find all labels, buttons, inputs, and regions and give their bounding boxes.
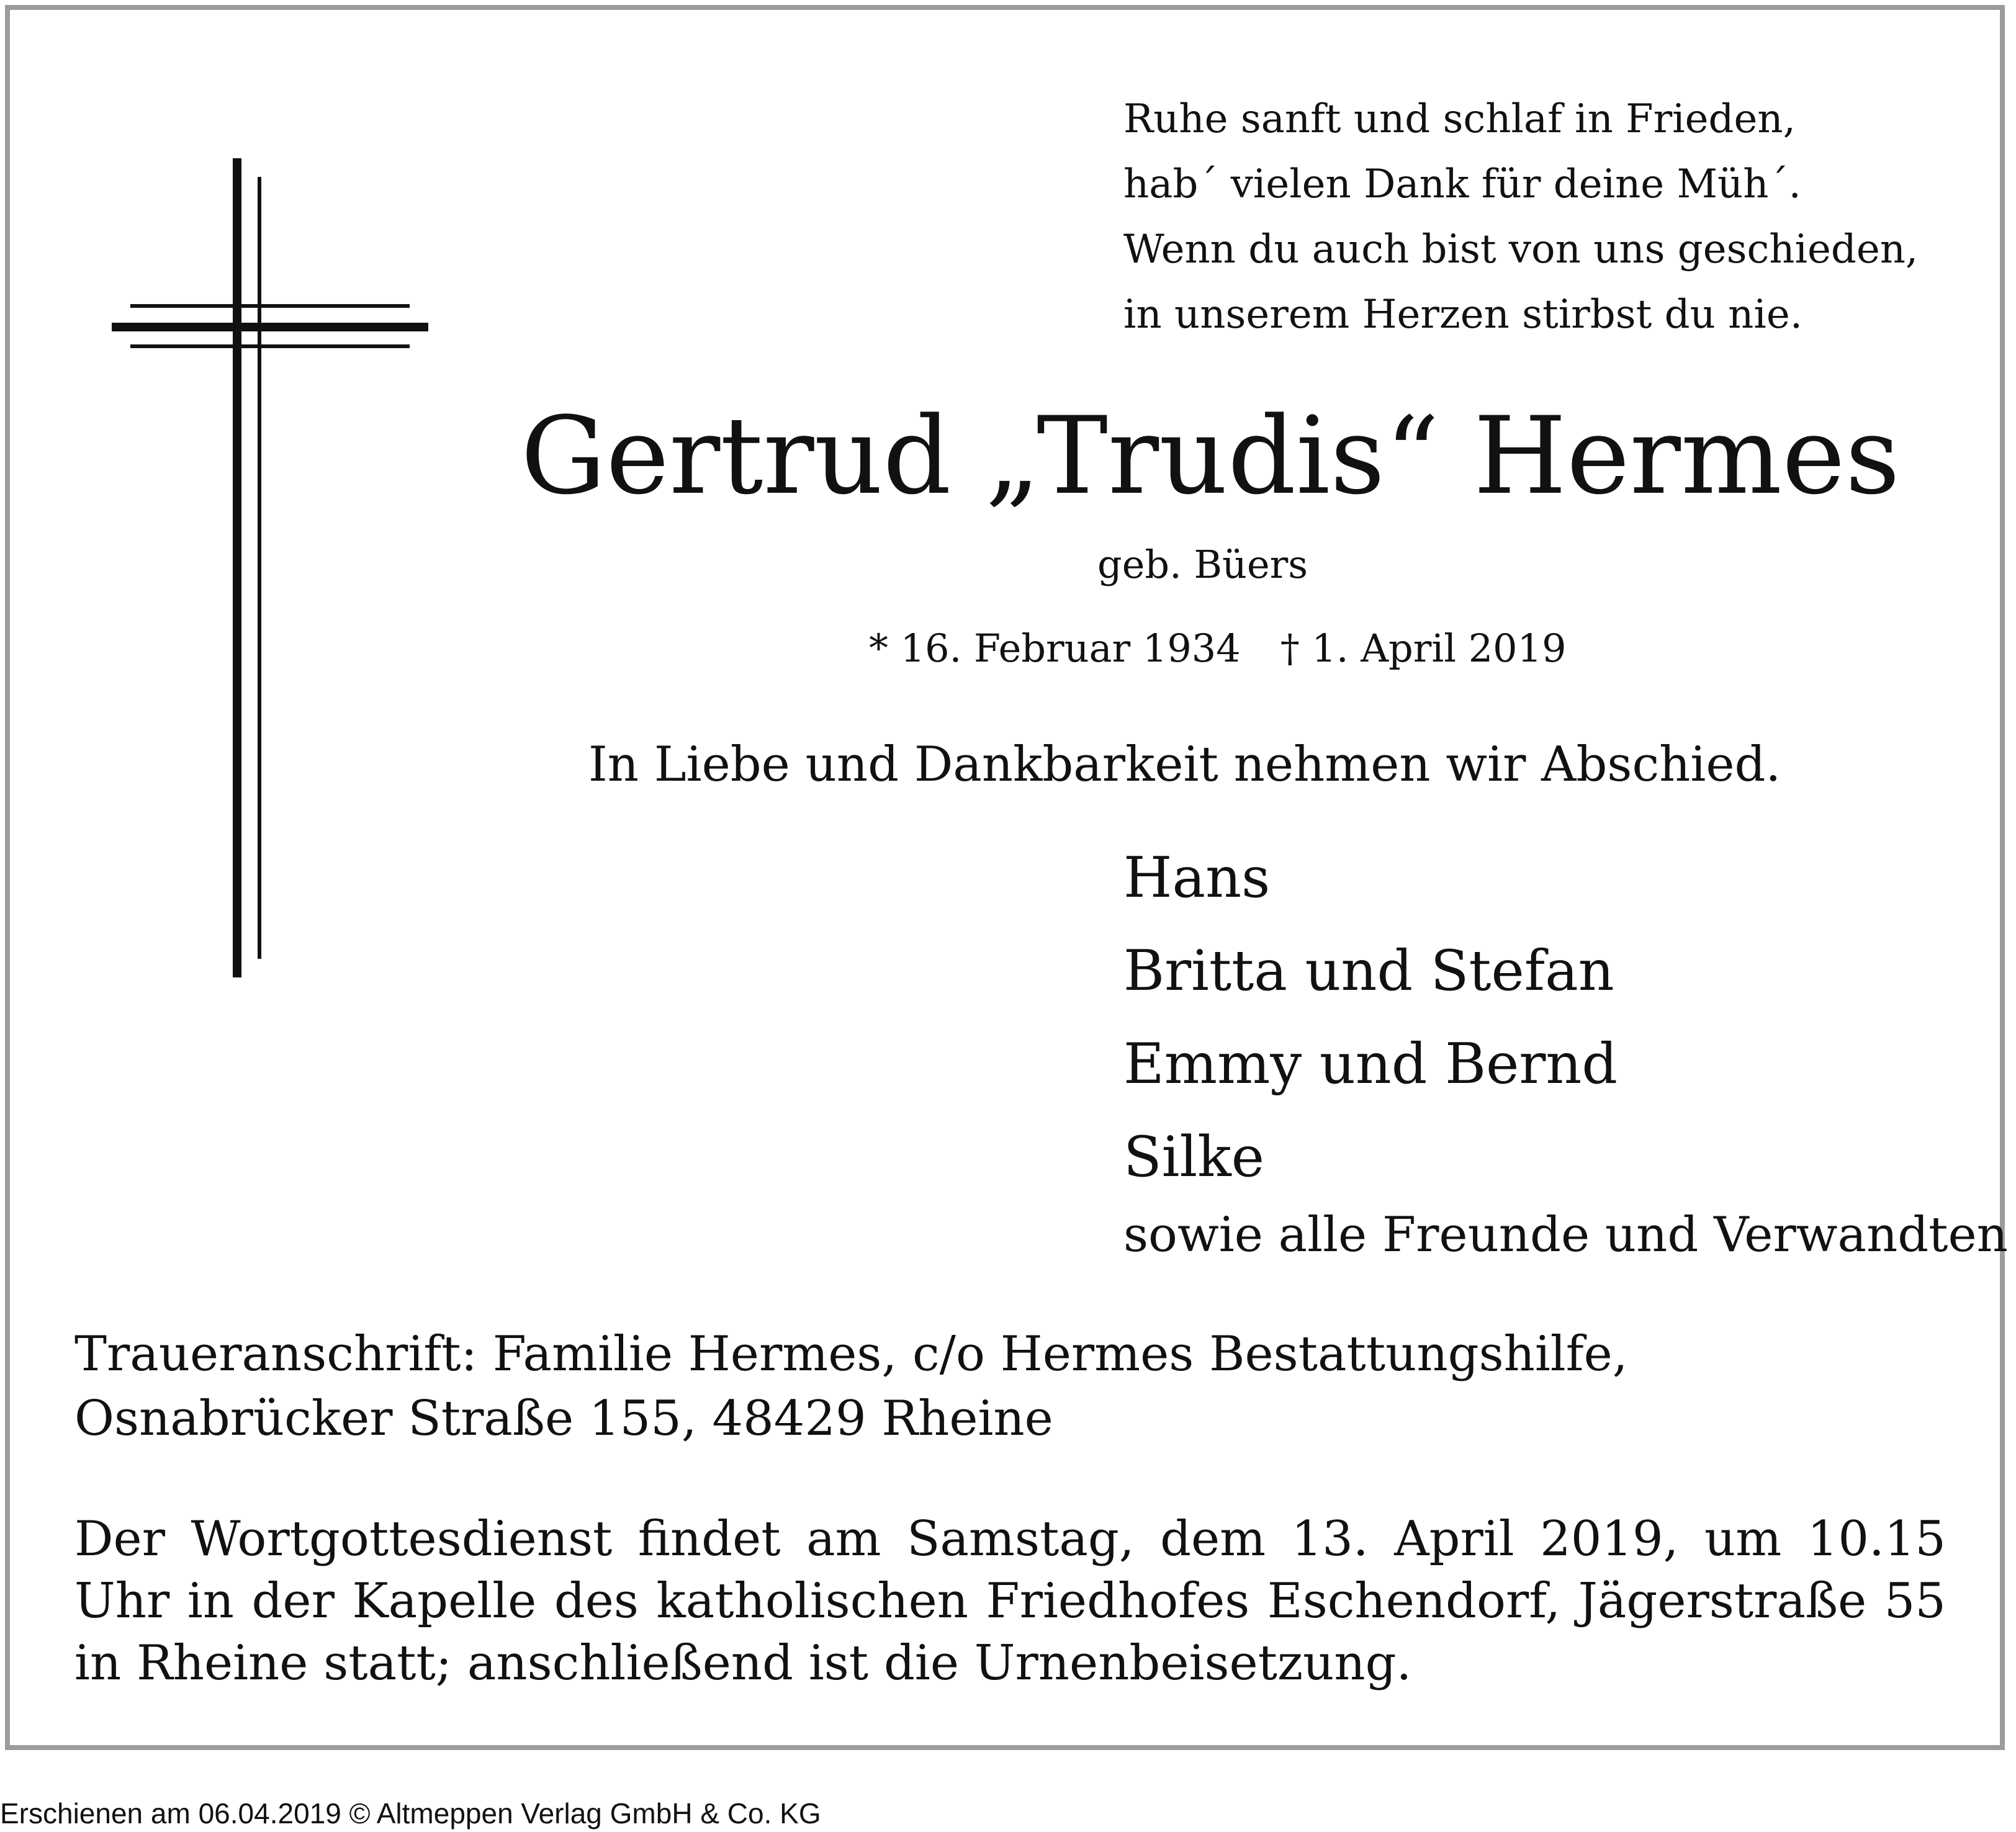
poem-line: hab´ vielen Dank für deine Müh´. <box>1123 161 1801 207</box>
deceased-name: Gertrud „Trudis“ Hermes <box>520 393 1901 518</box>
poem-line: Ruhe sanft und schlaf in Frieden, <box>1123 96 1796 142</box>
poem-line: in unserem Herzen stirbst du nie. <box>1123 292 1803 338</box>
mourners-others: sowie alle Freunde und Verwandten <box>1123 1207 2008 1263</box>
address-line: Osnabrücker Straße 155, 48429 Rheine <box>74 1391 1053 1447</box>
publication-footer: Erschienen am 06.04.2019 © Altmeppen Verlag GmbH & Co. KG <box>0 1797 821 1830</box>
life-dates <box>869 621 1567 676</box>
birth-name: geb. Büers <box>1097 542 1308 587</box>
death-date: † 1. April 2019 <box>1280 626 1567 671</box>
birth-date: * 16. Februar 1934 <box>869 626 1241 671</box>
poem-line: Wenn du auch bist von uns geschieden, <box>1123 227 1919 272</box>
mourner-name: Britta und Stefan <box>1123 938 1614 1004</box>
mourner-name: Emmy und Bernd <box>1123 1031 1618 1097</box>
mourner-name: Hans <box>1123 845 1271 910</box>
poem <box>1123 87 1918 348</box>
mourning-address <box>74 1322 1628 1451</box>
farewell-line: In Liebe und Dankbarkeit nehmen wir Abschied. <box>588 737 1781 793</box>
mourners-list <box>1123 832 1618 1204</box>
service-notice: Der Wortgottesdienst findet am Samstag, dem 13. April 2019, um 10.15 Uhr in der Kapelle des katholischen Friedhofes Eschendorf, Jägerstraße 55 in Rheine statt; anschließend ist die Urnenbeisetzung. <box>74 1511 1946 1691</box>
mourner-name: Silke <box>1123 1125 1265 1190</box>
address-line: Traueranschrift: Familie Hermes, c/o Hermes Bestattungshilfe, <box>74 1326 1628 1382</box>
cross-icon <box>106 158 434 977</box>
